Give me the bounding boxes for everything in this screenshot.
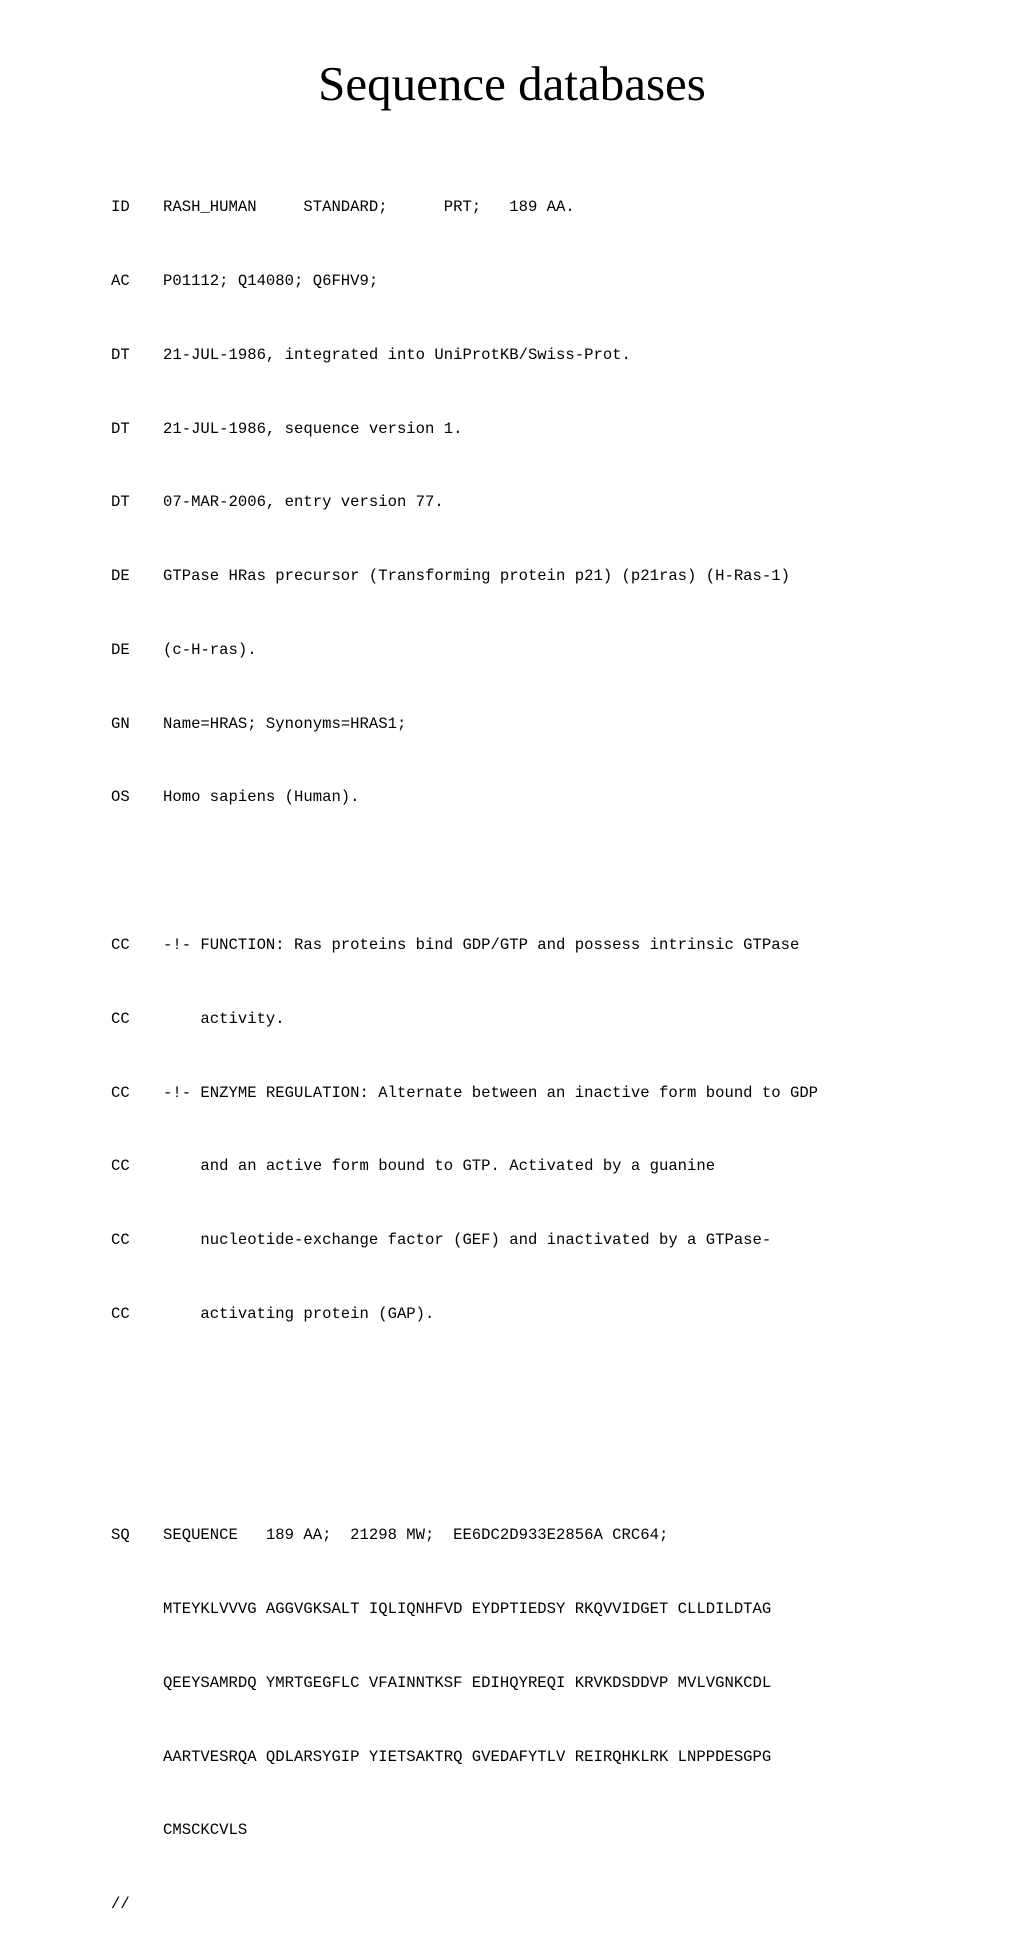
line-text: Name=HRAS; Synonyms=HRAS1; [163, 714, 407, 733]
record-line [111, 933, 818, 958]
line-code: CC [111, 1231, 130, 1250]
slide-title: Sequence databases [318, 56, 706, 111]
line-code: DE [111, 640, 130, 659]
record-line [111, 712, 818, 737]
line-code: DT [111, 345, 130, 364]
line-code: DE [111, 567, 130, 586]
record-line [111, 417, 818, 442]
line-text: 21-JUL-1986, sequence version 1. [163, 419, 463, 438]
line-code: DT [111, 493, 130, 512]
record-blank-line [111, 1376, 818, 1401]
line-text: -!- FUNCTION: Ras proteins bind GDP/GTP and possess intrinsic GTPase [163, 936, 800, 954]
line-text: QEEYSAMRDQ YMRTGEGFLC VFAINNTKSF EDIHQYREQI KRVKDSDDVP MVLVGNKCDL [163, 1673, 772, 1692]
line-text: 07-MAR-2006, entry version 77. [163, 493, 444, 512]
record-line [111, 490, 818, 515]
record-line [111, 785, 818, 810]
record-line [111, 564, 818, 589]
line-text: activity. [163, 1009, 285, 1028]
line-code: SQ [111, 1526, 130, 1545]
line-text: CMSCKCVLS [163, 1821, 248, 1840]
line-code: GN [111, 714, 130, 733]
line-text: nucleotide-exchange factor (GEF) and inactivated by a GTPase- [163, 1231, 772, 1250]
line-text: -!- ENZYME REGULATION: Alternate between an inactive form bound to GDP [163, 1083, 819, 1102]
line-text: SEQUENCE 189 AA; 21298 MW; EE6DC2D933E2856A CRC64; [163, 1526, 669, 1545]
record-line [111, 1228, 818, 1253]
sequence-line [111, 1745, 818, 1770]
line-code: CC [111, 1083, 130, 1102]
sequence-line [111, 1671, 818, 1696]
record-blank-line [111, 1449, 818, 1474]
swissprot-record [111, 146, 818, 1941]
record-line [111, 1302, 818, 1327]
record-line [111, 1523, 818, 1548]
line-text: activating protein (GAP). [163, 1304, 435, 1323]
record-line [111, 1154, 818, 1179]
line-text: GTPase HRas precursor (Transforming protein p21) (p21ras) (H-Ras-1) [163, 567, 790, 586]
record-line [111, 1007, 818, 1032]
line-text: (c-H-ras). [163, 640, 257, 659]
line-text: MTEYKLVVVG AGGVGKSALT IQLIQNHFVD EYDPTIEDSY RKQVVIDGET CLLDILDTAG [163, 1600, 772, 1619]
line-text: and an active form bound to GTP. Activated by a guanine [163, 1157, 716, 1176]
record-line [111, 343, 818, 368]
line-code: CC [111, 936, 130, 954]
line-code: AC [111, 271, 130, 290]
record-line [111, 638, 818, 663]
line-code: CC [111, 1009, 130, 1028]
sequence-line [111, 1597, 818, 1622]
record-terminator [111, 1892, 818, 1917]
line-text: AARTVESRQA QDLARSYGIP YIETSAKTRQ GVEDAFYTLV REIRQHKLRK LNPPDESGPG [163, 1747, 772, 1766]
line-text: Homo sapiens (Human). [163, 788, 360, 807]
line-text: P01112; Q14080; Q6FHV9; [163, 271, 379, 290]
line-code: CC [111, 1157, 130, 1176]
record-line [111, 1081, 818, 1106]
line-code: OS [111, 788, 130, 807]
line-code: ID [111, 198, 130, 217]
sequence-line [111, 1818, 818, 1843]
line-text: RASH_HUMAN STANDARD; PRT; 189 AA. [163, 198, 575, 217]
line-code: // [111, 1895, 130, 1914]
line-text: 21-JUL-1986, integrated into UniProtKB/Swiss-Prot. [163, 345, 631, 364]
line-code: CC [111, 1304, 130, 1323]
line-code: DT [111, 419, 130, 438]
record-line [111, 269, 818, 294]
record-blank-line [111, 859, 818, 884]
record-line [111, 195, 818, 220]
